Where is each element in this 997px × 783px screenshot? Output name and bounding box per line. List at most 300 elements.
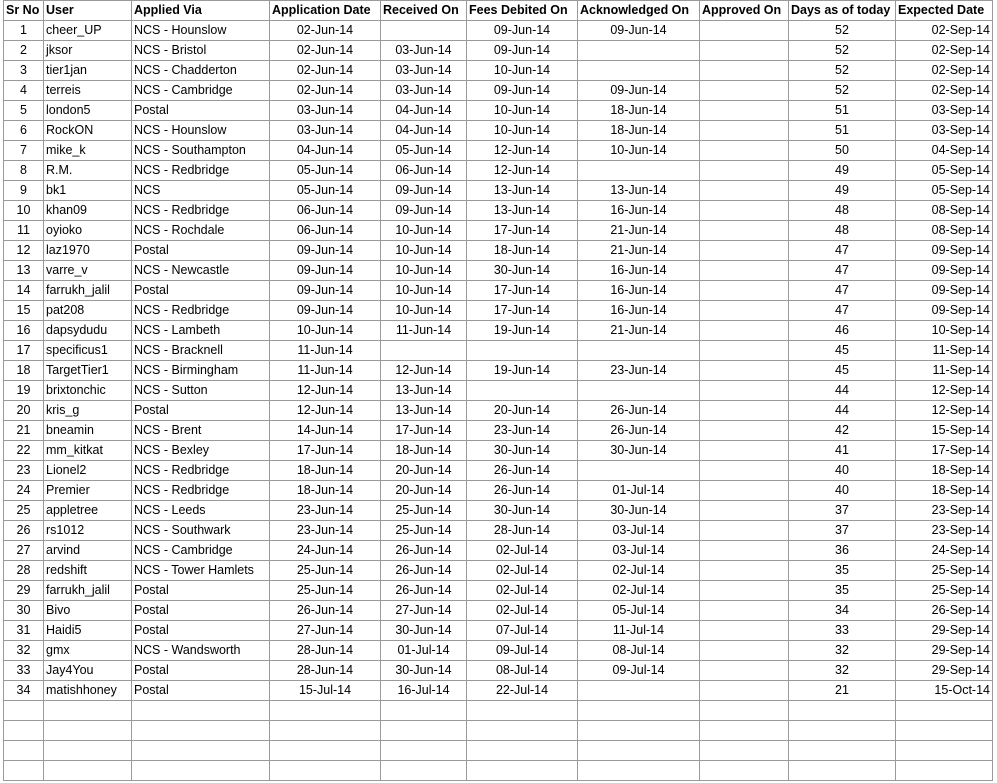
cell-applied-via[interactable]: NCS - Redbridge — [132, 461, 270, 481]
cell-expected-date[interactable]: 23-Sep-14 — [896, 521, 993, 541]
header-sr-no[interactable]: Sr No — [4, 1, 44, 21]
cell-approved-on[interactable] — [700, 461, 789, 481]
cell-received-on[interactable]: 04-Jun-14 — [381, 121, 467, 141]
cell-application-date[interactable]: 27-Jun-14 — [270, 621, 381, 641]
cell-user[interactable]: Haidi5 — [44, 621, 132, 641]
cell-approved-on[interactable] — [700, 101, 789, 121]
cell-sr-no[interactable]: 11 — [4, 221, 44, 241]
cell-approved-on[interactable] — [700, 21, 789, 41]
cell-days-as-of-today[interactable]: 48 — [789, 201, 896, 221]
cell-acknowledged-on[interactable]: 05-Jul-14 — [578, 601, 700, 621]
cell-acknowledged-on[interactable] — [578, 461, 700, 481]
cell-applied-via[interactable]: NCS — [132, 181, 270, 201]
cell-days-as-of-today[interactable]: 35 — [789, 581, 896, 601]
cell-acknowledged-on[interactable]: 26-Jun-14 — [578, 421, 700, 441]
cell-applied-via[interactable]: NCS - Redbridge — [132, 161, 270, 181]
cell-days-as-of-today[interactable]: 47 — [789, 241, 896, 261]
cell-approved-on[interactable] — [700, 501, 789, 521]
cell-user[interactable]: kris_g — [44, 401, 132, 421]
cell-expected-date[interactable]: 25-Sep-14 — [896, 581, 993, 601]
cell-approved-on[interactable] — [700, 41, 789, 61]
cell-application-date[interactable]: 23-Jun-14 — [270, 501, 381, 521]
cell-fees-debited-on[interactable]: 02-Jul-14 — [467, 561, 578, 581]
empty-cell[interactable] — [4, 761, 44, 781]
cell-fees-debited-on[interactable]: 07-Jul-14 — [467, 621, 578, 641]
cell-received-on[interactable]: 03-Jun-14 — [381, 61, 467, 81]
cell-expected-date[interactable]: 12-Sep-14 — [896, 401, 993, 421]
cell-days-as-of-today[interactable]: 51 — [789, 101, 896, 121]
cell-sr-no[interactable]: 30 — [4, 601, 44, 621]
cell-received-on[interactable]: 04-Jun-14 — [381, 101, 467, 121]
cell-application-date[interactable]: 02-Jun-14 — [270, 41, 381, 61]
cell-application-date[interactable]: 03-Jun-14 — [270, 121, 381, 141]
cell-expected-date[interactable]: 18-Sep-14 — [896, 461, 993, 481]
empty-cell[interactable] — [44, 761, 132, 781]
cell-days-as-of-today[interactable]: 52 — [789, 61, 896, 81]
cell-applied-via[interactable]: NCS - Newcastle — [132, 261, 270, 281]
empty-cell[interactable] — [270, 741, 381, 761]
cell-fees-debited-on[interactable]: 28-Jun-14 — [467, 521, 578, 541]
cell-received-on[interactable]: 13-Jun-14 — [381, 381, 467, 401]
cell-user[interactable]: mm_kitkat — [44, 441, 132, 461]
cell-approved-on[interactable] — [700, 141, 789, 161]
cell-days-as-of-today[interactable]: 50 — [789, 141, 896, 161]
cell-sr-no[interactable]: 15 — [4, 301, 44, 321]
cell-application-date[interactable]: 28-Jun-14 — [270, 641, 381, 661]
cell-expected-date[interactable]: 15-Sep-14 — [896, 421, 993, 441]
cell-received-on[interactable]: 27-Jun-14 — [381, 601, 467, 621]
cell-fees-debited-on[interactable]: 08-Jul-14 — [467, 661, 578, 681]
cell-expected-date[interactable]: 02-Sep-14 — [896, 41, 993, 61]
cell-sr-no[interactable]: 5 — [4, 101, 44, 121]
cell-user[interactable]: cheer_UP — [44, 21, 132, 41]
cell-fees-debited-on[interactable]: 13-Jun-14 — [467, 181, 578, 201]
cell-days-as-of-today[interactable]: 52 — [789, 21, 896, 41]
cell-days-as-of-today[interactable]: 48 — [789, 221, 896, 241]
cell-days-as-of-today[interactable]: 51 — [789, 121, 896, 141]
empty-cell[interactable] — [4, 721, 44, 741]
cell-expected-date[interactable]: 11-Sep-14 — [896, 361, 993, 381]
cell-approved-on[interactable] — [700, 601, 789, 621]
header-days-as-of-today[interactable]: Days as of today — [789, 1, 896, 21]
cell-application-date[interactable]: 15-Jul-14 — [270, 681, 381, 701]
cell-approved-on[interactable] — [700, 401, 789, 421]
cell-sr-no[interactable]: 28 — [4, 561, 44, 581]
cell-application-date[interactable]: 12-Jun-14 — [270, 401, 381, 421]
cell-acknowledged-on[interactable]: 13-Jun-14 — [578, 181, 700, 201]
cell-sr-no[interactable]: 26 — [4, 521, 44, 541]
cell-sr-no[interactable]: 1 — [4, 21, 44, 41]
cell-fees-debited-on[interactable]: 02-Jul-14 — [467, 601, 578, 621]
cell-expected-date[interactable]: 02-Sep-14 — [896, 61, 993, 81]
cell-application-date[interactable]: 02-Jun-14 — [270, 21, 381, 41]
cell-applied-via[interactable]: NCS - Chadderton — [132, 61, 270, 81]
cell-applied-via[interactable]: NCS - Leeds — [132, 501, 270, 521]
cell-days-as-of-today[interactable]: 37 — [789, 501, 896, 521]
cell-fees-debited-on[interactable] — [467, 381, 578, 401]
cell-fees-debited-on[interactable]: 20-Jun-14 — [467, 401, 578, 421]
cell-applied-via[interactable]: NCS - Birmingham — [132, 361, 270, 381]
cell-user[interactable]: R.M. — [44, 161, 132, 181]
cell-user[interactable]: Bivo — [44, 601, 132, 621]
cell-approved-on[interactable] — [700, 281, 789, 301]
cell-received-on[interactable]: 09-Jun-14 — [381, 201, 467, 221]
cell-applied-via[interactable]: Postal — [132, 661, 270, 681]
cell-user[interactable]: tier1jan — [44, 61, 132, 81]
cell-application-date[interactable]: 10-Jun-14 — [270, 321, 381, 341]
cell-expected-date[interactable]: 08-Sep-14 — [896, 201, 993, 221]
cell-sr-no[interactable]: 33 — [4, 661, 44, 681]
cell-days-as-of-today[interactable]: 40 — [789, 461, 896, 481]
cell-application-date[interactable]: 09-Jun-14 — [270, 281, 381, 301]
cell-expected-date[interactable]: 03-Sep-14 — [896, 101, 993, 121]
cell-expected-date[interactable]: 03-Sep-14 — [896, 121, 993, 141]
header-fees-debited-on[interactable]: Fees Debited On — [467, 1, 578, 21]
cell-sr-no[interactable]: 14 — [4, 281, 44, 301]
cell-received-on[interactable]: 18-Jun-14 — [381, 441, 467, 461]
empty-cell[interactable] — [700, 761, 789, 781]
cell-application-date[interactable]: 04-Jun-14 — [270, 141, 381, 161]
cell-days-as-of-today[interactable]: 34 — [789, 601, 896, 621]
cell-received-on[interactable]: 10-Jun-14 — [381, 221, 467, 241]
cell-expected-date[interactable]: 29-Sep-14 — [896, 621, 993, 641]
cell-sr-no[interactable]: 4 — [4, 81, 44, 101]
cell-acknowledged-on[interactable]: 09-Jul-14 — [578, 661, 700, 681]
cell-application-date[interactable]: 18-Jun-14 — [270, 461, 381, 481]
cell-sr-no[interactable]: 3 — [4, 61, 44, 81]
cell-days-as-of-today[interactable]: 49 — [789, 161, 896, 181]
cell-days-as-of-today[interactable]: 33 — [789, 621, 896, 641]
cell-received-on[interactable] — [381, 21, 467, 41]
cell-sr-no[interactable]: 16 — [4, 321, 44, 341]
cell-received-on[interactable]: 11-Jun-14 — [381, 321, 467, 341]
cell-days-as-of-today[interactable]: 21 — [789, 681, 896, 701]
cell-received-on[interactable]: 12-Jun-14 — [381, 361, 467, 381]
cell-user[interactable]: terreis — [44, 81, 132, 101]
cell-acknowledged-on[interactable]: 30-Jun-14 — [578, 501, 700, 521]
cell-application-date[interactable]: 14-Jun-14 — [270, 421, 381, 441]
cell-fees-debited-on[interactable]: 10-Jun-14 — [467, 61, 578, 81]
cell-applied-via[interactable]: NCS - Southampton — [132, 141, 270, 161]
cell-acknowledged-on[interactable]: 30-Jun-14 — [578, 441, 700, 461]
cell-acknowledged-on[interactable]: 16-Jun-14 — [578, 281, 700, 301]
cell-sr-no[interactable]: 19 — [4, 381, 44, 401]
cell-acknowledged-on[interactable]: 11-Jul-14 — [578, 621, 700, 641]
cell-received-on[interactable]: 26-Jun-14 — [381, 541, 467, 561]
cell-expected-date[interactable]: 02-Sep-14 — [896, 21, 993, 41]
cell-user[interactable]: oyioko — [44, 221, 132, 241]
cell-received-on[interactable]: 10-Jun-14 — [381, 301, 467, 321]
cell-application-date[interactable]: 25-Jun-14 — [270, 581, 381, 601]
cell-fees-debited-on[interactable]: 30-Jun-14 — [467, 501, 578, 521]
cell-user[interactable]: mike_k — [44, 141, 132, 161]
cell-expected-date[interactable]: 05-Sep-14 — [896, 161, 993, 181]
cell-expected-date[interactable]: 11-Sep-14 — [896, 341, 993, 361]
cell-application-date[interactable]: 03-Jun-14 — [270, 101, 381, 121]
cell-days-as-of-today[interactable]: 41 — [789, 441, 896, 461]
cell-fees-debited-on[interactable]: 30-Jun-14 — [467, 441, 578, 461]
cell-sr-no[interactable]: 31 — [4, 621, 44, 641]
cell-fees-debited-on[interactable]: 09-Jun-14 — [467, 41, 578, 61]
cell-application-date[interactable]: 09-Jun-14 — [270, 301, 381, 321]
cell-application-date[interactable]: 02-Jun-14 — [270, 81, 381, 101]
cell-approved-on[interactable] — [700, 261, 789, 281]
empty-cell[interactable] — [789, 701, 896, 721]
cell-applied-via[interactable]: NCS - Redbridge — [132, 201, 270, 221]
cell-acknowledged-on[interactable] — [578, 41, 700, 61]
cell-received-on[interactable]: 20-Jun-14 — [381, 481, 467, 501]
cell-fees-debited-on[interactable]: 10-Jun-14 — [467, 121, 578, 141]
cell-sr-no[interactable]: 32 — [4, 641, 44, 661]
cell-days-as-of-today[interactable]: 52 — [789, 81, 896, 101]
header-applied-via[interactable]: Applied Via — [132, 1, 270, 21]
empty-cell[interactable] — [700, 741, 789, 761]
cell-approved-on[interactable] — [700, 381, 789, 401]
cell-approved-on[interactable] — [700, 341, 789, 361]
cell-sr-no[interactable]: 12 — [4, 241, 44, 261]
cell-sr-no[interactable]: 21 — [4, 421, 44, 441]
empty-cell[interactable] — [381, 721, 467, 741]
cell-applied-via[interactable]: NCS - Bracknell — [132, 341, 270, 361]
cell-approved-on[interactable] — [700, 181, 789, 201]
cell-sr-no[interactable]: 2 — [4, 41, 44, 61]
cell-fees-debited-on[interactable]: 02-Jul-14 — [467, 541, 578, 561]
cell-sr-no[interactable]: 34 — [4, 681, 44, 701]
cell-approved-on[interactable] — [700, 121, 789, 141]
cell-sr-no[interactable]: 9 — [4, 181, 44, 201]
cell-received-on[interactable] — [381, 341, 467, 361]
cell-approved-on[interactable] — [700, 561, 789, 581]
cell-applied-via[interactable]: Postal — [132, 281, 270, 301]
cell-expected-date[interactable]: 10-Sep-14 — [896, 321, 993, 341]
empty-cell[interactable] — [467, 761, 578, 781]
cell-acknowledged-on[interactable] — [578, 681, 700, 701]
cell-application-date[interactable]: 06-Jun-14 — [270, 221, 381, 241]
cell-approved-on[interactable] — [700, 361, 789, 381]
cell-received-on[interactable]: 26-Jun-14 — [381, 581, 467, 601]
cell-sr-no[interactable]: 24 — [4, 481, 44, 501]
cell-user[interactable]: jksor — [44, 41, 132, 61]
cell-user[interactable]: pat208 — [44, 301, 132, 321]
cell-fees-debited-on[interactable]: 12-Jun-14 — [467, 161, 578, 181]
cell-applied-via[interactable]: NCS - Hounslow — [132, 121, 270, 141]
cell-received-on[interactable]: 26-Jun-14 — [381, 561, 467, 581]
empty-cell[interactable] — [700, 701, 789, 721]
empty-cell[interactable] — [4, 741, 44, 761]
cell-user[interactable]: bk1 — [44, 181, 132, 201]
empty-cell[interactable] — [467, 701, 578, 721]
header-user[interactable]: User — [44, 1, 132, 21]
empty-cell[interactable] — [44, 701, 132, 721]
empty-cell[interactable] — [381, 701, 467, 721]
cell-acknowledged-on[interactable]: 26-Jun-14 — [578, 401, 700, 421]
cell-applied-via[interactable]: NCS - Hounslow — [132, 21, 270, 41]
cell-sr-no[interactable]: 13 — [4, 261, 44, 281]
cell-approved-on[interactable] — [700, 541, 789, 561]
cell-user[interactable]: TargetTier1 — [44, 361, 132, 381]
cell-expected-date[interactable]: 04-Sep-14 — [896, 141, 993, 161]
cell-approved-on[interactable] — [700, 221, 789, 241]
cell-approved-on[interactable] — [700, 201, 789, 221]
empty-cell[interactable] — [896, 761, 993, 781]
cell-user[interactable]: Lionel2 — [44, 461, 132, 481]
cell-user[interactable]: khan09 — [44, 201, 132, 221]
empty-cell[interactable] — [44, 741, 132, 761]
cell-approved-on[interactable] — [700, 81, 789, 101]
cell-fees-debited-on[interactable]: 09-Jun-14 — [467, 21, 578, 41]
cell-days-as-of-today[interactable]: 37 — [789, 521, 896, 541]
cell-user[interactable]: rs1012 — [44, 521, 132, 541]
empty-cell[interactable] — [578, 721, 700, 741]
header-expected-date[interactable]: Expected Date — [896, 1, 993, 21]
cell-days-as-of-today[interactable]: 35 — [789, 561, 896, 581]
cell-user[interactable]: brixtonchic — [44, 381, 132, 401]
cell-expected-date[interactable]: 08-Sep-14 — [896, 221, 993, 241]
cell-application-date[interactable]: 26-Jun-14 — [270, 601, 381, 621]
cell-expected-date[interactable]: 15-Oct-14 — [896, 681, 993, 701]
empty-cell[interactable] — [270, 761, 381, 781]
cell-applied-via[interactable]: Postal — [132, 101, 270, 121]
cell-days-as-of-today[interactable]: 47 — [789, 301, 896, 321]
cell-user[interactable]: gmx — [44, 641, 132, 661]
empty-cell[interactable] — [578, 701, 700, 721]
empty-cell[interactable] — [578, 761, 700, 781]
cell-sr-no[interactable]: 17 — [4, 341, 44, 361]
cell-received-on[interactable]: 10-Jun-14 — [381, 281, 467, 301]
cell-received-on[interactable]: 25-Jun-14 — [381, 501, 467, 521]
cell-received-on[interactable]: 20-Jun-14 — [381, 461, 467, 481]
cell-days-as-of-today[interactable]: 49 — [789, 181, 896, 201]
cell-acknowledged-on[interactable]: 09-Jun-14 — [578, 21, 700, 41]
cell-days-as-of-today[interactable]: 36 — [789, 541, 896, 561]
cell-applied-via[interactable]: NCS - Rochdale — [132, 221, 270, 241]
cell-application-date[interactable]: 12-Jun-14 — [270, 381, 381, 401]
empty-cell[interactable] — [467, 741, 578, 761]
cell-days-as-of-today[interactable]: 32 — [789, 641, 896, 661]
cell-applied-via[interactable]: NCS - Sutton — [132, 381, 270, 401]
cell-fees-debited-on[interactable]: 23-Jun-14 — [467, 421, 578, 441]
cell-expected-date[interactable]: 17-Sep-14 — [896, 441, 993, 461]
cell-expected-date[interactable]: 09-Sep-14 — [896, 301, 993, 321]
empty-cell[interactable] — [789, 721, 896, 741]
cell-received-on[interactable]: 25-Jun-14 — [381, 521, 467, 541]
cell-expected-date[interactable]: 09-Sep-14 — [896, 241, 993, 261]
cell-days-as-of-today[interactable]: 52 — [789, 41, 896, 61]
cell-acknowledged-on[interactable] — [578, 161, 700, 181]
cell-received-on[interactable]: 10-Jun-14 — [381, 241, 467, 261]
empty-cell[interactable] — [270, 721, 381, 741]
cell-acknowledged-on[interactable]: 21-Jun-14 — [578, 221, 700, 241]
cell-application-date[interactable]: 09-Jun-14 — [270, 261, 381, 281]
cell-sr-no[interactable]: 29 — [4, 581, 44, 601]
header-approved-on[interactable]: Approved On — [700, 1, 789, 21]
cell-acknowledged-on[interactable]: 03-Jul-14 — [578, 541, 700, 561]
cell-acknowledged-on[interactable]: 02-Jul-14 — [578, 581, 700, 601]
cell-expected-date[interactable]: 29-Sep-14 — [896, 641, 993, 661]
cell-sr-no[interactable]: 7 — [4, 141, 44, 161]
cell-approved-on[interactable] — [700, 421, 789, 441]
cell-applied-via[interactable]: NCS - Bristol — [132, 41, 270, 61]
cell-acknowledged-on[interactable]: 03-Jul-14 — [578, 521, 700, 541]
cell-acknowledged-on[interactable] — [578, 61, 700, 81]
cell-days-as-of-today[interactable]: 45 — [789, 361, 896, 381]
cell-approved-on[interactable] — [700, 321, 789, 341]
cell-received-on[interactable]: 30-Jun-14 — [381, 661, 467, 681]
cell-fees-debited-on[interactable]: 26-Jun-14 — [467, 461, 578, 481]
cell-received-on[interactable]: 06-Jun-14 — [381, 161, 467, 181]
cell-application-date[interactable]: 11-Jun-14 — [270, 361, 381, 381]
cell-application-date[interactable]: 24-Jun-14 — [270, 541, 381, 561]
cell-applied-via[interactable]: NCS - Cambridge — [132, 541, 270, 561]
cell-acknowledged-on[interactable]: 10-Jun-14 — [578, 141, 700, 161]
cell-received-on[interactable]: 01-Jul-14 — [381, 641, 467, 661]
cell-applied-via[interactable]: NCS - Redbridge — [132, 301, 270, 321]
empty-cell[interactable] — [381, 741, 467, 761]
cell-user[interactable]: laz1970 — [44, 241, 132, 261]
cell-application-date[interactable]: 17-Jun-14 — [270, 441, 381, 461]
cell-approved-on[interactable] — [700, 661, 789, 681]
cell-applied-via[interactable]: NCS - Bexley — [132, 441, 270, 461]
cell-application-date[interactable]: 06-Jun-14 — [270, 201, 381, 221]
cell-days-as-of-today[interactable]: 44 — [789, 401, 896, 421]
cell-received-on[interactable]: 03-Jun-14 — [381, 81, 467, 101]
cell-user[interactable]: matishhoney — [44, 681, 132, 701]
cell-days-as-of-today[interactable]: 47 — [789, 281, 896, 301]
cell-acknowledged-on[interactable]: 23-Jun-14 — [578, 361, 700, 381]
empty-cell[interactable] — [132, 721, 270, 741]
cell-approved-on[interactable] — [700, 581, 789, 601]
cell-days-as-of-today[interactable]: 32 — [789, 661, 896, 681]
cell-user[interactable]: farrukh_jalil — [44, 581, 132, 601]
cell-applied-via[interactable]: NCS - Lambeth — [132, 321, 270, 341]
cell-sr-no[interactable]: 27 — [4, 541, 44, 561]
empty-cell[interactable] — [896, 721, 993, 741]
header-application-date[interactable]: Application Date — [270, 1, 381, 21]
cell-applied-via[interactable]: Postal — [132, 401, 270, 421]
cell-received-on[interactable]: 09-Jun-14 — [381, 181, 467, 201]
cell-expected-date[interactable]: 05-Sep-14 — [896, 181, 993, 201]
cell-applied-via[interactable]: Postal — [132, 581, 270, 601]
cell-approved-on[interactable] — [700, 621, 789, 641]
cell-approved-on[interactable] — [700, 301, 789, 321]
cell-days-as-of-today[interactable]: 44 — [789, 381, 896, 401]
empty-cell[interactable] — [132, 761, 270, 781]
cell-applied-via[interactable]: NCS - Wandsworth — [132, 641, 270, 661]
cell-approved-on[interactable] — [700, 641, 789, 661]
cell-days-as-of-today[interactable]: 42 — [789, 421, 896, 441]
cell-acknowledged-on[interactable]: 16-Jun-14 — [578, 261, 700, 281]
cell-applied-via[interactable]: NCS - Tower Hamlets — [132, 561, 270, 581]
cell-applied-via[interactable]: NCS - Redbridge — [132, 481, 270, 501]
cell-approved-on[interactable] — [700, 161, 789, 181]
cell-expected-date[interactable]: 09-Sep-14 — [896, 261, 993, 281]
cell-applied-via[interactable]: Postal — [132, 601, 270, 621]
cell-approved-on[interactable] — [700, 61, 789, 81]
cell-acknowledged-on[interactable]: 08-Jul-14 — [578, 641, 700, 661]
empty-cell[interactable] — [789, 741, 896, 761]
cell-user[interactable]: bneamin — [44, 421, 132, 441]
cell-acknowledged-on[interactable]: 21-Jun-14 — [578, 321, 700, 341]
cell-days-as-of-today[interactable]: 47 — [789, 261, 896, 281]
header-acknowledged-on[interactable]: Acknowledged On — [578, 1, 700, 21]
cell-user[interactable]: appletree — [44, 501, 132, 521]
cell-expected-date[interactable]: 25-Sep-14 — [896, 561, 993, 581]
cell-expected-date[interactable]: 24-Sep-14 — [896, 541, 993, 561]
cell-acknowledged-on[interactable]: 21-Jun-14 — [578, 241, 700, 261]
cell-expected-date[interactable]: 12-Sep-14 — [896, 381, 993, 401]
cell-application-date[interactable]: 02-Jun-14 — [270, 61, 381, 81]
cell-sr-no[interactable]: 6 — [4, 121, 44, 141]
